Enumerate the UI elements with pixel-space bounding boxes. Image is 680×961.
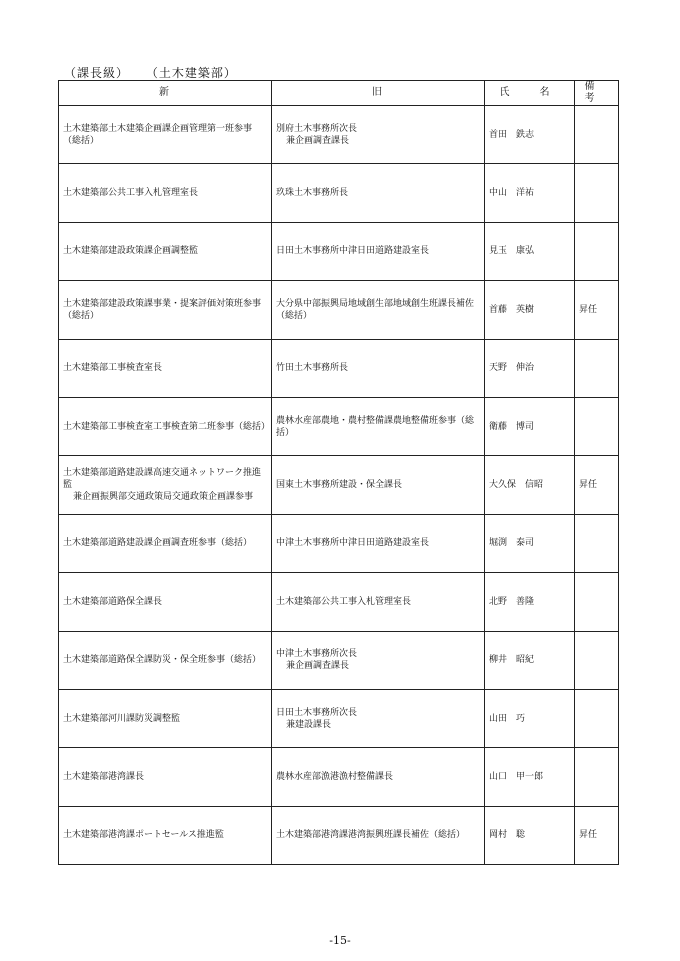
remarks-cell: 昇任 — [575, 456, 619, 514]
table-row — [59, 281, 619, 339]
table-body — [59, 106, 619, 865]
column-header-old: 旧 — [272, 81, 485, 106]
remarks-cell — [575, 397, 619, 455]
old-position-text: 国東土木事務所建設・保全課長 — [276, 480, 403, 491]
person-name-cell: 北野 善隆 — [485, 573, 575, 631]
old-position-text: 農林水産部農地・農村整備課農地整備班参事（総括） — [276, 415, 475, 438]
table-row — [59, 689, 619, 747]
column-header-name: 氏 名 — [485, 81, 575, 106]
old-position-cell — [272, 106, 485, 164]
old-position-text: 農林水産部漁港漁村整備課長 — [276, 771, 394, 782]
table-header-row — [59, 81, 619, 106]
old-position-cell — [272, 631, 485, 689]
old-position-cell — [272, 397, 485, 455]
new-position-cell — [59, 339, 272, 397]
personnel-table — [58, 80, 633, 865]
table-row — [59, 106, 619, 164]
old-position-cell — [272, 514, 485, 572]
new-position-text: 土木建築部公共工事入札管理室長 — [63, 188, 199, 199]
old-position-text: 竹田土木事務所長 — [276, 363, 349, 374]
column-header-remarks: 備 考 — [575, 81, 619, 106]
table-row — [59, 631, 619, 689]
table-row — [59, 339, 619, 397]
old-position-cell — [272, 339, 485, 397]
old-position-cell — [272, 748, 485, 806]
old-position-text: 日田土木事務所中津日田道路建設室長 — [276, 246, 430, 257]
remarks-cell — [575, 514, 619, 572]
new-position-cell — [59, 281, 272, 339]
new-position-cell — [59, 222, 272, 280]
table-row — [59, 514, 619, 572]
grade-label: （課長級） — [64, 66, 130, 80]
remarks-cell — [575, 689, 619, 747]
old-position-text: 兼企画調査課長 — [286, 135, 350, 146]
page-number: -15- — [329, 934, 351, 947]
old-position-text: 中津土木事務所中津日田道路建設室長 — [276, 538, 430, 549]
old-position-text: 兼企画調査課長 — [286, 661, 350, 672]
person-name-cell: 天野 伸治 — [485, 339, 575, 397]
remarks-cell — [575, 631, 619, 689]
new-position-text: 土木建築部工事検査室長 — [63, 363, 163, 374]
remarks-cell — [575, 106, 619, 164]
new-position-text: 土木建築部建設政策課事業・提案評価対策班参事（総括） — [63, 298, 262, 321]
new-position-cell — [59, 106, 272, 164]
new-position-text: 土木建築部港湾課ポートセールス推進監 — [63, 830, 224, 841]
new-position-cell — [59, 748, 272, 806]
new-position-cell — [59, 573, 272, 631]
old-position-text: 玖珠土木事務所長 — [276, 188, 349, 199]
person-name-cell: 堀渕 泰司 — [485, 514, 575, 572]
new-position-cell — [59, 456, 272, 514]
remarks-cell: 昇任 — [575, 281, 619, 339]
old-position-cell — [272, 222, 485, 280]
new-position-text: 土木建築部道路建設課企画調査班参事（総括） — [63, 538, 253, 549]
column-header-new: 新 — [59, 81, 272, 106]
old-position-cell — [272, 806, 485, 864]
person-name-cell: 山田 巧 — [485, 689, 575, 747]
new-position-text: 兼企画振興部交通政策局交通政策企画課参事 — [73, 492, 254, 503]
table-row — [59, 456, 619, 514]
person-name-cell: 中山 洋祐 — [485, 164, 575, 222]
new-position-text: 土木建築部港湾課長 — [63, 771, 145, 782]
table-row — [59, 397, 619, 455]
new-position-cell — [59, 397, 272, 455]
table-row — [59, 164, 619, 222]
department-label: （土木建築部） — [145, 66, 237, 80]
new-position-cell — [59, 631, 272, 689]
new-position-cell — [59, 514, 272, 572]
table-row — [59, 573, 619, 631]
person-name-cell: 柳井 昭紀 — [485, 631, 575, 689]
new-position-cell — [59, 164, 272, 222]
old-position-cell — [272, 281, 485, 339]
person-name-cell: 見玉 康弘 — [485, 222, 575, 280]
new-position-text: 土木建築部道路保全課長 — [63, 596, 163, 607]
old-position-text: 日田土木事務所次長 — [276, 707, 358, 718]
new-position-text: 土木建築部道路保全課防災・保全班参事（総括） — [63, 655, 262, 666]
table-row — [59, 748, 619, 806]
person-name-cell: 首藤 英樹 — [485, 281, 575, 339]
old-position-cell — [272, 573, 485, 631]
old-position-cell — [272, 689, 485, 747]
new-position-text: 土木建築部建設政策課企画調整監 — [63, 246, 199, 257]
page-heading — [64, 64, 249, 81]
person-name-cell: 大久保 信昭 — [485, 456, 575, 514]
old-position-text: 中津土木事務所次長 — [276, 649, 358, 660]
old-position-text: 土木建築部公共工事入札管理室長 — [276, 596, 412, 607]
new-position-text: 土木建築部道路建設課高速交通ネットワーク推進監 — [63, 468, 262, 491]
person-name-cell: 衛藤 博司 — [485, 397, 575, 455]
new-position-cell — [59, 689, 272, 747]
old-position-cell — [272, 164, 485, 222]
old-position-text: 兼建設課長 — [286, 719, 332, 730]
remarks-cell: 昇任 — [575, 806, 619, 864]
old-position-cell — [272, 456, 485, 514]
remarks-cell — [575, 748, 619, 806]
old-position-text: 別府土木事務所次長 — [276, 123, 358, 134]
new-position-text: 土木建築部土木建築企画課企画管理第一班参事（総括） — [63, 123, 253, 146]
person-name-cell: 首田 鉄志 — [485, 106, 575, 164]
table-row — [59, 222, 619, 280]
old-position-text: 土木建築部港湾課港湾振興班課長補佐（総括） — [276, 830, 466, 841]
remarks-cell — [575, 339, 619, 397]
remarks-cell — [575, 164, 619, 222]
new-position-cell — [59, 806, 272, 864]
table-row — [59, 806, 619, 864]
person-name-cell: 岡村 聡 — [485, 806, 575, 864]
remarks-cell — [575, 573, 619, 631]
new-position-text: 土木建築部工事検査室工事検査第二班参事（総括） — [63, 421, 271, 432]
person-name-cell: 山口 甲一郎 — [485, 748, 575, 806]
new-position-text: 土木建築部河川課防災調整監 — [63, 713, 181, 724]
old-position-text: 大分県中部振興局地域創生部地域創生班課長補佐（総括） — [276, 298, 475, 321]
remarks-cell — [575, 222, 619, 280]
